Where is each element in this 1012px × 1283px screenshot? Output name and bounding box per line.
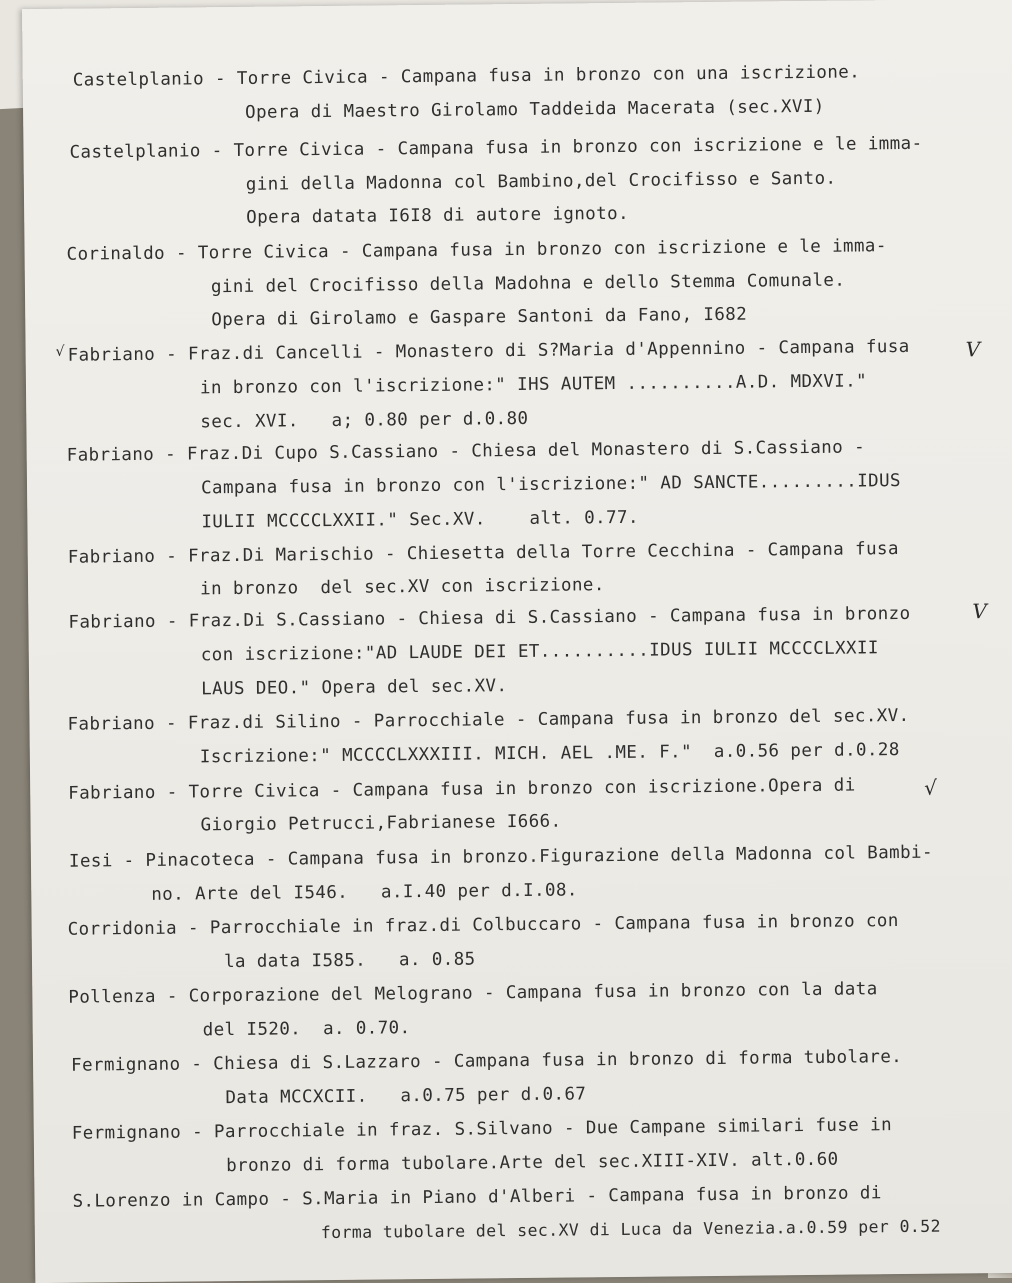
entry-line: Data MCCXCII. a.0.75 per d.0.67 (225, 1084, 587, 1109)
entry-line: Castelplanio - Torre Civica - Campana fusa in bronzo con iscrizione e le imma- (69, 133, 923, 163)
entry-line: LAUS DEO." Opera del sec.XV. (201, 676, 508, 700)
checkmark-icon: √ (55, 343, 65, 360)
entry-line: gini della Madonna col Bambino,del Crocifisso e Santo. (245, 168, 837, 195)
entry-line: sec. XVI. a; 0.80 per d.0.80 (200, 408, 529, 433)
entry-line: forma tubolare del sec.XV di Luca da Venezia.a.0.59 per 0.52 (320, 1216, 941, 1243)
entry-line: Pollenza - Corporazione del Melograno - Campana fusa in bronzo con la data (68, 979, 878, 1008)
entry-line: Fabriano - Fraz.Di Cupo S.Cassiano - Chiesa del Monastero di S.Cassiano - (66, 437, 866, 466)
entry-line: Fabriano - Torre Civica - Campana fusa in bronzo con iscrizione.Opera di (68, 775, 856, 804)
entry-line: in bronzo del sec.XV con iscrizione. (200, 575, 605, 600)
entry-line: Fermignano - Parrocchiale in fraz. S.Silvano - Due Campane similari fuse in (71, 1115, 893, 1144)
entry-line: Opera di Girolamo e Gaspare Santoni da Fano, I682 (211, 304, 748, 331)
entry-line: S.Lorenzo in Campo - S.Maria in Piano d'Alberi - Campana fusa in bronzo di (72, 1183, 882, 1212)
checkmark-icon: √ (924, 775, 938, 800)
entry-line: Fabriano - Fraz.di Silino - Parrocchiale - Campana fusa in bronzo del sec.XV. (67, 705, 910, 735)
entry-line: con iscrizione:"AD LAUDE DEI ET..........IDUS IULII MCCCCLXXII (200, 638, 879, 666)
entry-line: no. Arte del I546. a.I.40 per d.I.08. (151, 880, 578, 905)
entry-line: la data I585. a. 0.85 (223, 949, 476, 973)
entry-line: Opera datata I6I8 di autore ignoto. (246, 203, 630, 228)
typed-page (22, 0, 1012, 1283)
entry-line: IULII MCCCCLXXII." Sec.XV. alt. 0.77. (201, 507, 639, 533)
entry-line: Iesi - Pinacoteca - Campana fusa in bronzo.Figurazione della Madonna col Bambi- (68, 842, 933, 872)
entry-line: Fabriano - Fraz.Di Marischio - Chiesetta della Torre Cecchina - Campana fusa (67, 539, 899, 568)
checkmark-icon: V (972, 599, 987, 624)
entry-line: Corinaldo - Torre Civica - Campana fusa in bronzo con iscrizione e le imma- (66, 236, 887, 265)
entry-line: Corridonia - Parrocchiale in fraz.di Colbuccaro - Campana fusa in bronzo con (67, 911, 899, 940)
entry-line: Fabriano - Fraz.Di S.Cassiano - Chiesa di S.Cassiano - Campana fusa in bronzo (68, 603, 911, 633)
entry-line: Fabriano - Fraz.di Cancelli - Monastero di S?Maria d'Appennino - Campana fusa (67, 336, 910, 366)
checkmark-icon: V (965, 337, 981, 362)
entry-line: bronzo di forma tubolare.Arte del sec.XIII-XIV. alt.0.60 (226, 1149, 839, 1177)
entry-line: del I520. a. 0.70. (202, 1018, 411, 1041)
entry-line: gini del Crocifisso della Madohna e dello Stemma Comunale. (210, 270, 846, 298)
entry-line: Fermignano - Chiesa di S.Lazzaro - Campana fusa in bronzo di forma tubolare. (70, 1047, 903, 1076)
entry-line: Castelplanio - Torre Civica - Campana fusa in bronzo con una iscrizione. (72, 62, 861, 91)
entry-line: Giorgio Petrucci,Fabrianese I666. (200, 811, 562, 836)
entry-line: Iscrizione:" MCCCCLXXXIII. MICH. AEL .ME. F." a.0.56 per d.0.28 (199, 740, 900, 768)
entry-line: in bronzo con l'iscrizione:" IHS AUTEM ..........A.D. MDXVI." (199, 371, 868, 399)
entry-line: Campana fusa in bronzo con l'iscrizione:" AD SANCTE.........IDUS (200, 471, 902, 499)
entry-line: Opera di Maestro Girolamo Taddeida Macerata (sec.XVI) (245, 96, 825, 123)
